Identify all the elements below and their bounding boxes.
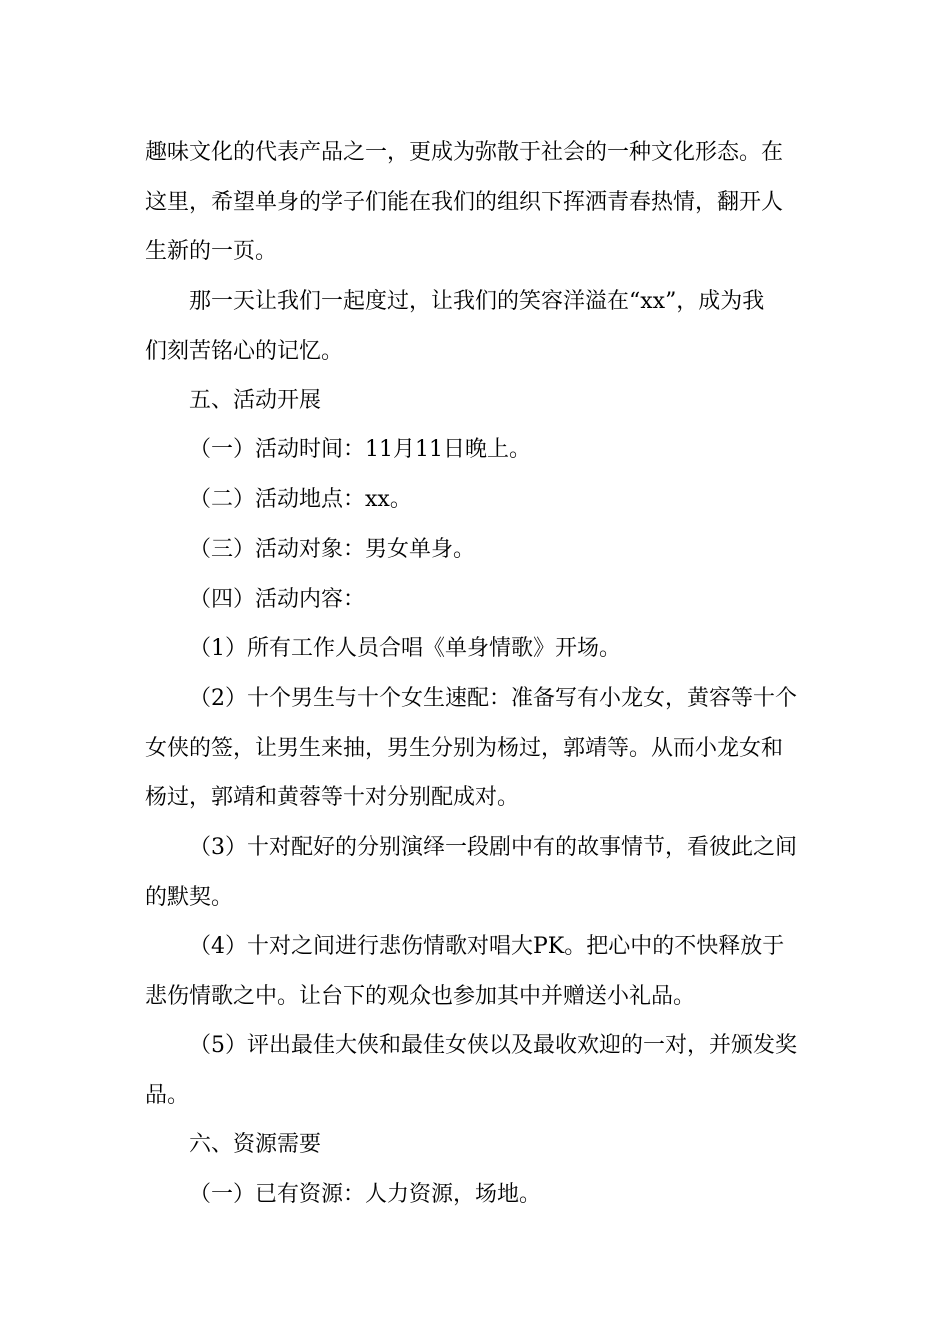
text-line: 品。	[145, 1082, 190, 1108]
text-line: （4）十对之间进行悲伤情歌对唱大PK。把心中的不快释放于	[189, 934, 785, 959]
item-location	[145, 475, 809, 525]
text-line: （三）活动对象：男女单身。	[189, 537, 476, 562]
section-heading-5	[145, 376, 809, 426]
text-line: 的默契。	[145, 884, 234, 910]
text-line: （5）评出最佳大侠和最佳女侠以及最收欢迎的一对，并颁发奖	[189, 1033, 797, 1058]
text-line: 们刻苦铭心的记忆。	[145, 338, 344, 364]
text-line: （四）活动内容：	[189, 587, 366, 612]
content-item-5	[145, 1021, 809, 1120]
text-line: 五、活动开展	[189, 388, 322, 413]
resource-item-1	[145, 1170, 809, 1220]
text-line: 趣味文化的代表产品之一，更成为弥散于社会的一种文化形态。在	[145, 140, 784, 165]
text-line: （3）十对配好的分别演绎一段剧中有的故事情节，看彼此之间	[189, 835, 797, 860]
content-item-2	[145, 674, 809, 823]
text-line: 女侠的签，让男生来抽，男生分别为杨过，郭靖等。从而小龙女和	[145, 735, 784, 761]
text-line: 那一天让我们一起度过，让我们的笑容洋溢在“xx”，成为我	[189, 289, 765, 314]
text-line: 生新的一页。	[145, 239, 278, 264]
text-line: 杨过，郭靖和黄蓉等十对分别配成对。	[145, 785, 520, 810]
text-line: 六、资源需要	[189, 1132, 322, 1157]
text-line: 这里，希望单身的学子们能在我们的组织下挥洒青春热情，翻开人	[145, 189, 784, 215]
text-line: （二）活动地点：xx。	[189, 487, 412, 512]
item-time	[145, 425, 809, 475]
content-item-4	[145, 922, 809, 1021]
text-line: （一）活动时间：11月11日晚上。	[189, 437, 531, 462]
para-1	[145, 277, 809, 376]
item-content	[145, 575, 809, 625]
para-0	[145, 128, 809, 277]
text-line: （2）十个男生与十个女生速配：准备写有小龙女，黄容等十个	[189, 686, 797, 711]
text-line: 悲伤情歌之中。让台下的观众也参加其中并赠送小礼品。	[145, 983, 696, 1009]
content-item-1	[145, 624, 809, 674]
item-audience	[145, 525, 809, 575]
text-line: （一）已有资源：人力资源，场地。	[189, 1182, 542, 1207]
text-line: （1）所有工作人员合唱《单身情歌》开场。	[189, 636, 621, 661]
section-heading-6	[145, 1120, 809, 1170]
content-item-3	[145, 823, 809, 922]
